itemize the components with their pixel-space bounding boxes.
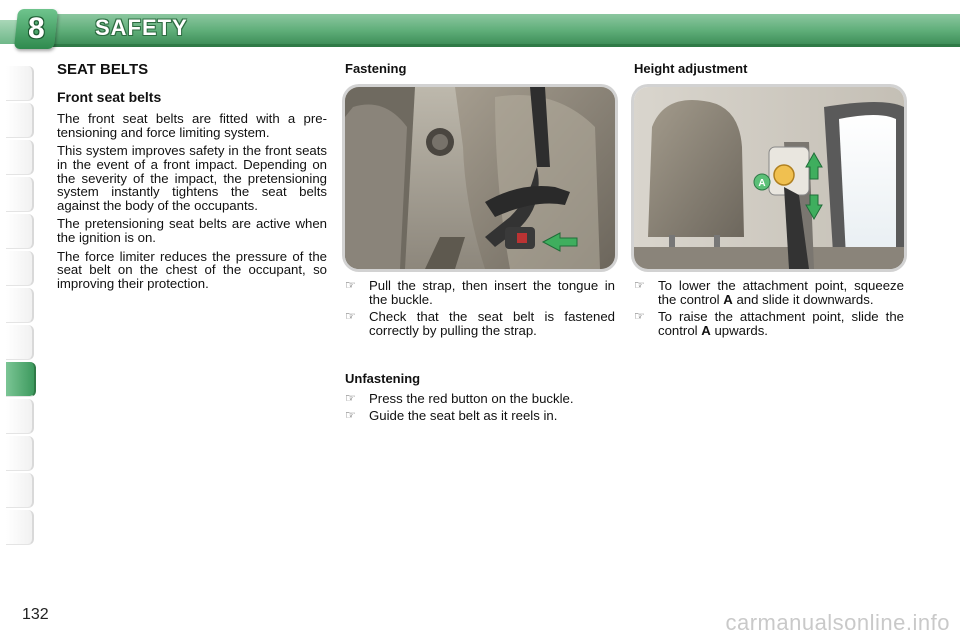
list-item [345,310,615,337]
chapter-title: SAFETY [95,15,188,40]
pointing-hand-icon: ☞ [634,278,645,292]
fastening-heading: Fastening [345,61,407,76]
seat-belts-intro [57,60,327,295]
bullet-text: Pull the strap, then insert the tongue in the buckle. [369,278,615,307]
chapter-tab [6,103,34,138]
chapter-tab [6,510,34,545]
pointing-hand-icon: ☞ [345,408,356,423]
fastening-steps [345,279,615,341]
bullet-text: Press the red button on the buckle. [369,390,574,406]
bullet-text: Guide the seat belt as it reels in. [369,408,558,424]
subsection-title: Front seat belts [57,88,162,105]
figure-callout-label: A [758,178,766,189]
chapter-tab [6,177,34,212]
bullet-text: To raise the attachment point, slide the control [658,309,904,338]
chapter-badge [14,9,58,49]
pointing-hand-icon: ☞ [345,278,356,292]
bullet-text: and slide it downwards. [732,291,874,307]
chapter-tab [6,473,34,508]
bullet-text: Check that the seat belt is fastened correctly by pulling the strap. [369,309,615,338]
bullet-text: To lower the attachment point, squeeze the control [658,278,904,307]
chapter-number: 8 [27,12,45,45]
chapter-tab [6,362,36,397]
pointing-hand-icon: ☞ [345,390,356,405]
chapter-tab [6,325,34,360]
unfastening-heading: Unfastening [345,371,421,386]
control-letter: A [723,291,733,307]
paragraph: The pretensioning seat belts are active when the ignition is on. [57,216,327,245]
height-adjustment-section [634,60,904,76]
unfastening-section [345,370,615,427]
chapter-tab [6,140,34,175]
paragraph: The force limiter reduces the pressure of the seat belt on the chest of the occupant, so improving their protection. [57,248,327,291]
chapter-tab [6,399,34,434]
pointing-hand-icon: ☞ [634,309,645,324]
height-adjustment-illustration [634,87,904,269]
section-title: SEAT BELTS [57,61,149,78]
chapter-tab-strip [6,66,34,576]
chapter-tab [6,251,34,286]
control-letter: A [701,322,711,338]
list-item [634,279,904,306]
pointing-hand-icon: ☞ [345,309,356,324]
paragraph: This system improves safety in the front seats in the event of a front impact. Depending on the severity of the impact, the pretensioning system instantly tightens the seat belts against the body of the occupants. [57,143,327,213]
page-number: 132 [22,606,49,623]
fastening-section [345,60,615,76]
list-item [345,409,615,423]
chapter-tab [6,66,34,101]
watermark: carmanualsonline.info [725,610,950,635]
page-header [0,0,960,52]
height-adjustment-steps [634,279,904,341]
chapter-tab [6,436,34,471]
list-item [634,310,904,337]
chapter-tab [6,288,34,323]
paragraph: The front seat belts are fitted with a pre-tensioning and force limiting system. [57,111,327,140]
chapter-tab [6,214,34,249]
list-item [345,279,615,306]
list-item [345,392,615,406]
bullet-text: upwards. [710,322,768,338]
height-adjustment-heading: Height adjustment [634,61,748,76]
fastening-illustration [345,87,615,269]
